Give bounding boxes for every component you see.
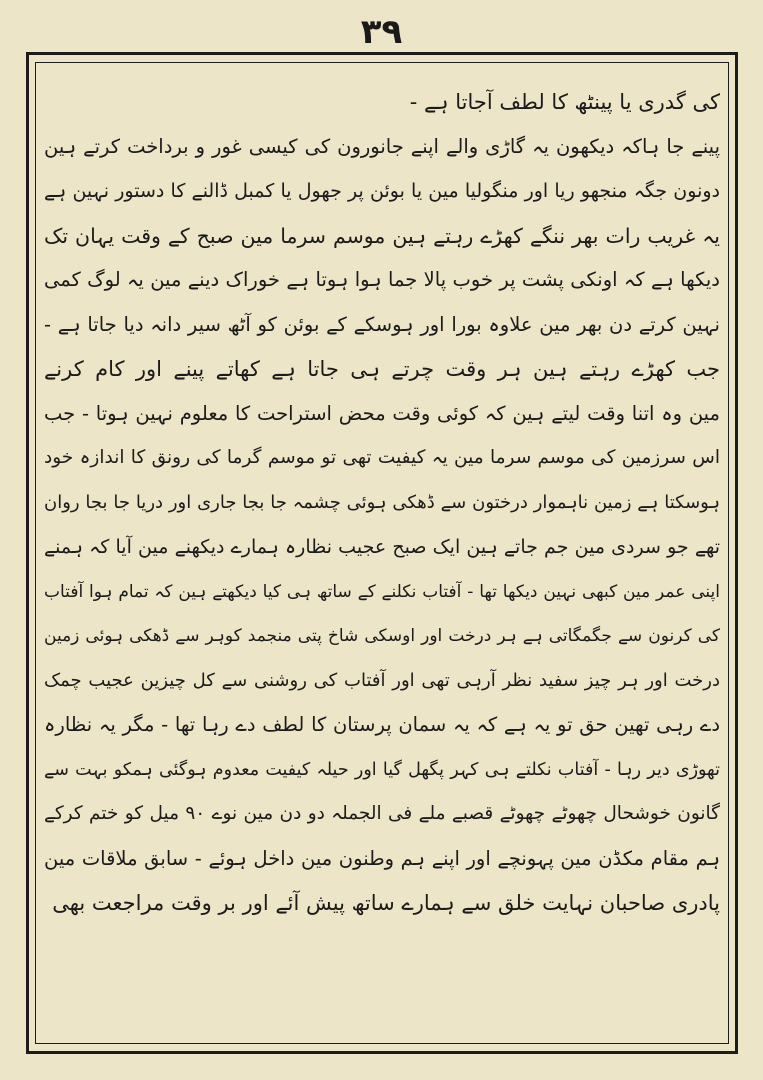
text-line-4: یہ غریب رات بھر ننگے کھڑے رہتے ہین موسم سرما مین صبح کے وقت یہان تک bbox=[44, 223, 720, 248]
text-line-15: دے رہی تھین حق تو یہ ہے کہ یہ سمان پرستان کا لطف دے رہا تھا - مگر یہ نظارہ bbox=[44, 713, 720, 736]
text-line-16: تھوڑی دیر رہا - آفتاب نکلتے ہی کہر پگھل گیا اور حیلہ کیفیت معدوم ہوگئی ہمکو بہت سے bbox=[44, 759, 720, 780]
text-line-14: درخت اور ہر چیز سفید نظر آرہی تھی اور آفتاب کی روشنی سے کل چیزین عجیب چمک bbox=[44, 669, 720, 691]
text-line-8: مین وہ اتنا وقت لیتے ہین کہ کوئی وقت محض استراحت کا معلوم نہین ہوتا - جب bbox=[44, 401, 720, 425]
text-line-18: ہم مقام مکڈن مین پہونچے اور اپنے ہم وطنون مین داخل ہوئے - سابق ملاقات مین bbox=[44, 846, 720, 870]
text-line-7: جب کھڑے رہتے ہین ہر وقت چرتے ہی جاتا ہے کھاتے پینے اور کام کرنے bbox=[44, 357, 720, 381]
text-line-6: نہین کرتے دن بھر مین علاوہ بورا اور ہوسکے کے بوئن کو آٹھ سیر دانہ دیا جاتا ہے - bbox=[44, 312, 720, 336]
text-line-3: دونون جگہ منجھو ریا اور منگولیا مین یا بوئن پر جھول یا کمبل ڈالنے کا دستور نہین ہے bbox=[44, 180, 720, 202]
page-number: ۳۹ bbox=[360, 12, 403, 52]
text-line-13: کی کرنون سے جگمگاتی ہے ہر درخت اور اوسکی شاخ پتی منجمد کوہر سے ڈھکی ہوئی زمین bbox=[44, 626, 720, 646]
text-line-10: ہوسکتا ہے زمین ناہموار درختون سے ڈھکی ہوئی چشمہ جا بجا جاری اور دریا جا بجا روان bbox=[44, 491, 720, 513]
text-line-19: پادری صاحبان نہایت خلق سے ہمارے ساتھ پیش آئے اور بر وقت مراجعت بھی bbox=[52, 891, 720, 915]
page-body-text bbox=[44, 80, 720, 926]
text-line-12: اپنی عمر مین کبھی نہین دیکھا تھا - آفتاب نکلنے کے ساتھ ہی کیا دیکھتے ہین کہ تمام ہوا آفتاب bbox=[44, 581, 720, 602]
text-line-1: کی گدری یا پینٹھ کا لطف آجاتا ہے - bbox=[409, 90, 720, 114]
text-line-17: گانون خوشحال چھوٹے چھوٹے قصبے ملے فی الجملہ دو دن مین نوے ۹۰ میل کو ختم کرکے bbox=[44, 803, 720, 824]
text-line-9: اس سرزمین کی موسم سرما مین یہ کیفیت تھی تو موسم گرما کی رونق کا اندازہ خود bbox=[44, 447, 720, 468]
text-line-5: دیکھا ہے کہ اونکی پشت پر خوب پالا جما ہوا ہوتا ہے خوراک دینے مین یہ لوگ کمی bbox=[44, 268, 720, 291]
text-line-2: پینے جا ہاکہ دیکھون یہ گاڑی والے اپنے جانورون کی کیسی غور و برداخت کرتے ہین bbox=[44, 134, 720, 158]
text-line-11: تھے جو سردی مین جم جاتے ہین ایک صبح عجیب نظارہ ہمارے دیکھنے مین آیا کہ ہمنے bbox=[44, 536, 720, 558]
